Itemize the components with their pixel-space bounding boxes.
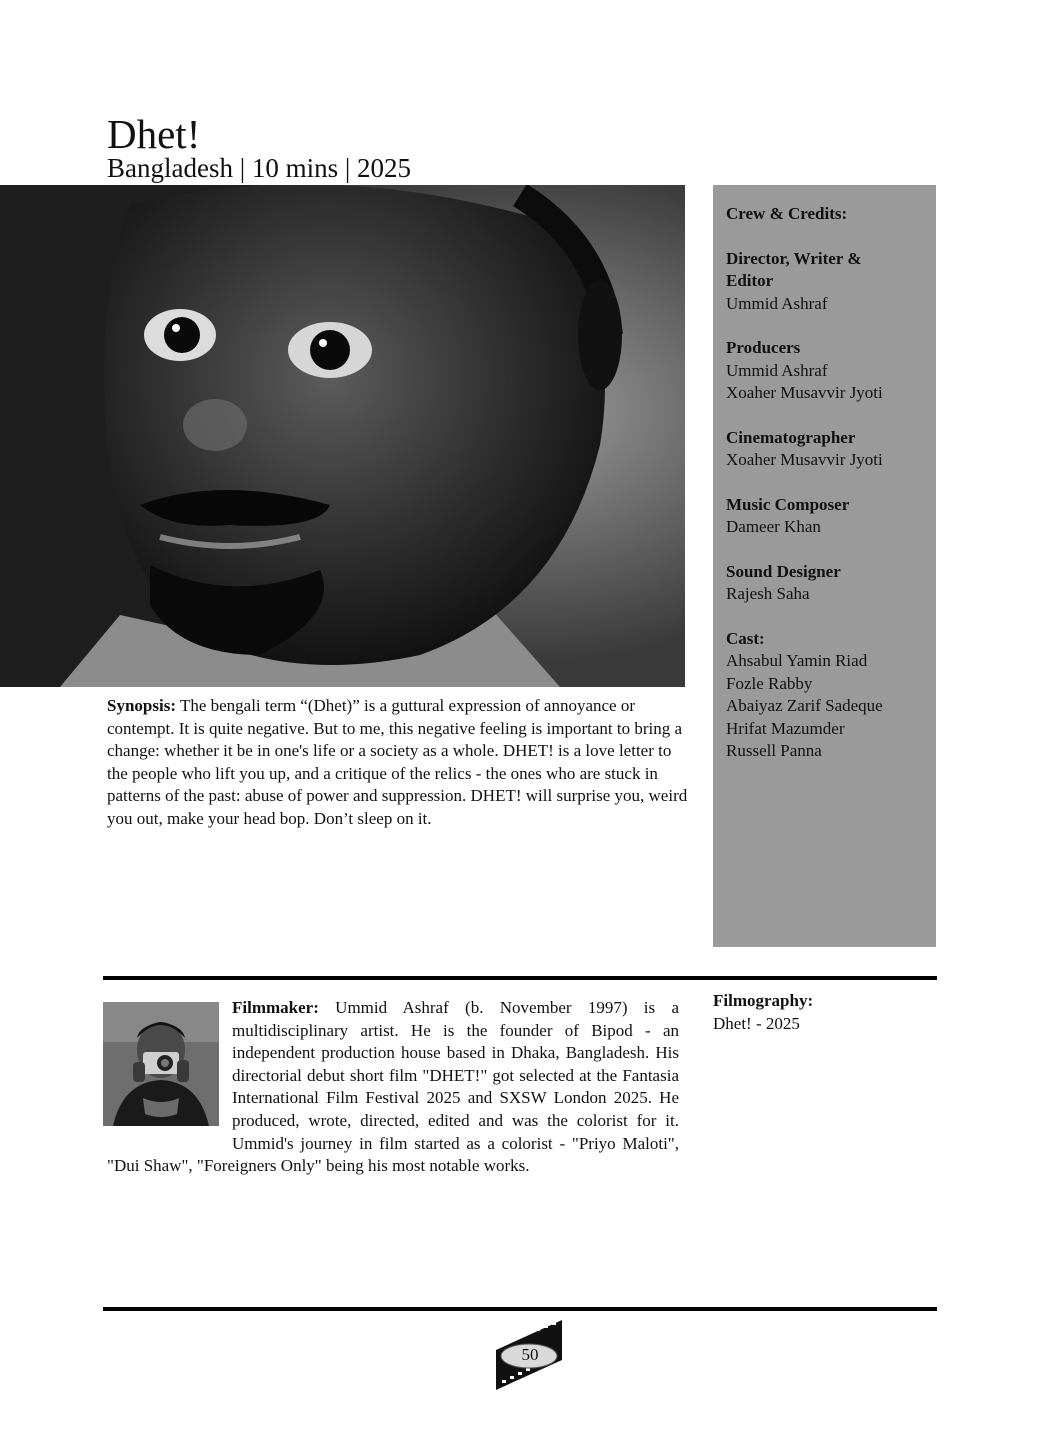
filmography-item: Dhet! - 2025 <box>713 1013 800 1033</box>
film-title: Dhet! <box>107 111 201 157</box>
credit-name: Dameer Khan <box>726 517 821 536</box>
credit-role: Music Composer <box>726 494 850 514</box>
credit-group-director <box>726 248 936 316</box>
footer-divider <box>103 1307 937 1311</box>
credit-name: Ummid Ashraf <box>726 293 828 313</box>
crew-credits-panel <box>713 185 936 947</box>
credit-group-producers <box>726 337 936 405</box>
credit-role: Sound Designer <box>726 561 841 581</box>
credit-name: Fozle Rabby <box>726 673 813 693</box>
filmography <box>713 990 935 1035</box>
synopsis-label: Synopsis: <box>107 696 176 715</box>
credit-name: Rajesh Saha <box>726 584 810 603</box>
filmmaker-text: Ummid Ashraf (b. November 1997) is a multidisciplinary artist. He is the founder of Bipod - an independent production house based in Dhaka, Bangladesh. His directorial debut short film "DHET!" got selected at the Fantasia International Film Festival 2025 and SXSW London 2025. He produced, wrote, directed, edited and was the colorist for it. Ummid's journey in film started as a colorist - "Priyo Maloti", "Dui Shaw", "Foreigners Only" being his most notable works. <box>107 998 679 1176</box>
credits-heading: Crew & Credits: <box>726 204 848 223</box>
credit-group-cinematographer <box>726 427 936 472</box>
credit-name: Hrifat Mazumder <box>726 718 845 738</box>
credit-role: Editor <box>726 271 774 290</box>
credit-group-sound <box>726 561 936 606</box>
credit-name: Xoaher Musavvir Jyoti <box>726 450 883 469</box>
credit-role: Director, Writer & <box>726 248 862 268</box>
credit-group-cast <box>726 628 936 763</box>
section-divider <box>103 976 937 980</box>
page-number: 50 <box>521 1345 539 1364</box>
film-still-image <box>0 185 685 687</box>
credit-name: Ahsabul Yamin Riad <box>726 651 868 670</box>
credit-group-music <box>726 494 936 539</box>
synopsis-text: The bengali term “(Dhet)” is a guttural expression of annoyance or contempt. It is quite negative. But to me, this negative feeling is important to bring a change: whether it be in one's life or a society as a whole. DHET! is a love letter to the people who lift you up, and a critique of the relics - the ones who are stuck in patterns of the past: abuse of power and suppression. DHET! will surprise you, weird you out, make your head bop. Don’t sleep on it. <box>107 696 688 828</box>
credit-name: Russell Panna <box>726 741 822 760</box>
credit-role: Cinematographer <box>726 427 856 447</box>
synopsis <box>107 695 688 831</box>
credit-name: Abaiyaz Zarif Sadeque <box>726 696 883 715</box>
filmmaker-bio <box>107 997 679 1178</box>
credit-name: Xoaher Musavvir Jyoti <box>726 383 883 402</box>
credit-role: Producers <box>726 338 801 357</box>
credit-role: Cast: <box>726 628 765 648</box>
filmography-heading: Filmography: <box>713 991 814 1010</box>
credit-name: Ummid Ashraf <box>726 360 828 380</box>
film-subtitle: Bangladesh | 10 mins | 2025 <box>107 153 412 183</box>
filmmaker-label: Filmmaker: <box>232 998 319 1017</box>
